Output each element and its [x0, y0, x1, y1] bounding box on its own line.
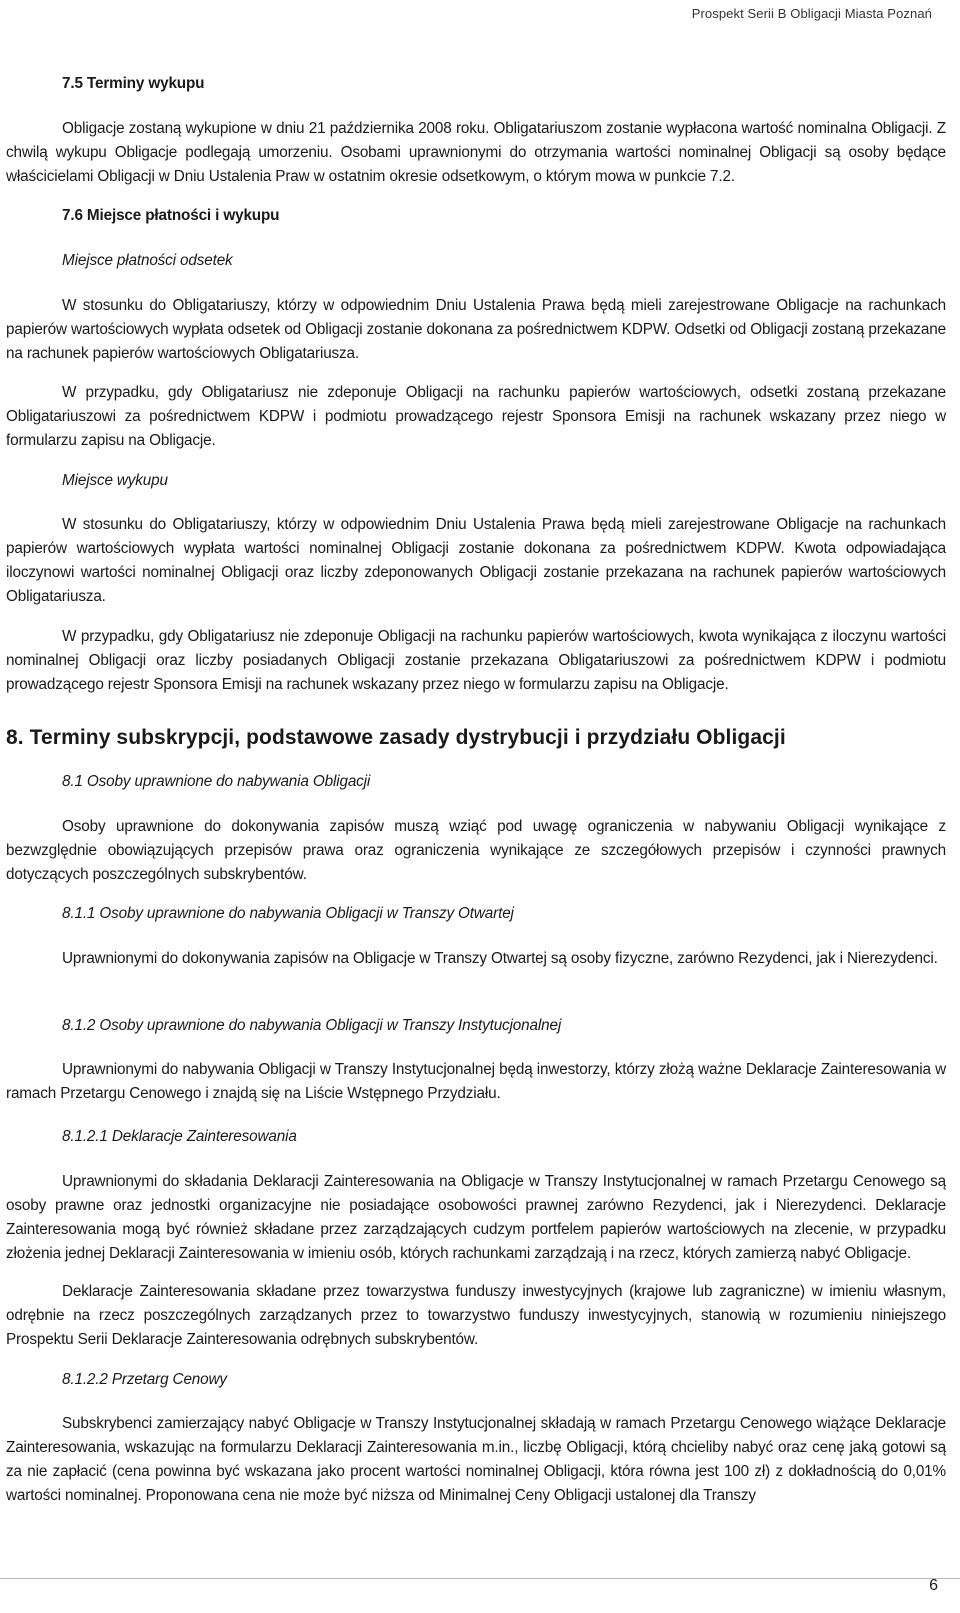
redemption-paragraph-1: W stosunku do Obligatariuszy, którzy w odpowiednim Dniu Ustalenia Prawa będą mieli zarejestrowane Obligacje na rachunkach papierów wartościowych wypłata wartości nominalnej Obligacji zostanie dokonana za pośrednictwem KDPW. Kwota odpowiadająca iloczynowi wartości nominalnej Obligacji oraz liczby zdeponowanych Obligacji zostanie przekazana na rachunek papierów wartościowych Obligatariusza.: [6, 516, 946, 605]
running-header: Prospekt Serii B Obligacji Miasta Poznań: [691, 6, 932, 21]
redemption-paragraph-2: W przypadku, gdy Obligatariusz nie zdeponuje Obligacji na rachunku papierów wartościowych, kwota wynikająca z iloczynu wartości nominalnej Obligacji oraz liczby posiadanych Obligacji zostanie przekazana Obligatariuszowi za pośrednictwem KDPW i podmiotu prowadzącego rejestr Sponsora Emisji na rachunek wskazany przez niego w formularzu zapisu na Obligacje.: [6, 628, 946, 693]
section-8-1-paragraph: Osoby uprawnione do dokonywania zapisów muszą wziąć pod uwagę ograniczenia w nabywaniu Obligacji wynikające z bezwzględnie obowiązujących przepisów prawa oraz ograniczenia wynikające ze szczegółowych przepisów i czynności prawnych dotyczących poszczególnych subskrybentów.: [6, 818, 946, 883]
section-8-heading: 8. Terminy subskrypcji, podstawowe zasady dystrybucji i przydziału Obligacji: [6, 726, 786, 749]
payment-paragraph-2: W przypadku, gdy Obligatariusz nie zdeponuje Obligacji na rachunku papierów wartościowych, odsetki zostaną przekazane Obligatariuszowi za pośrednictwem KDPW i podmiotu prowadzącego rejestr Sponsora Emisji na rachunek wskazany przez niego w formularzu zapisu na Obligacje.: [6, 384, 946, 449]
section-8-1-2-1-heading: 8.1.2.1 Deklaracje Zainteresowania: [62, 1128, 297, 1145]
section-8-1-2-heading: 8.1.2 Osoby uprawnione do nabywania Obligacji w Transzy Instytucjonalnej: [62, 1017, 562, 1034]
page-number: 6: [929, 1577, 938, 1594]
footer-divider: [0, 1578, 960, 1579]
subsection-redemption-heading: Miejsce wykupu: [62, 472, 168, 489]
section-8-1-2-paragraph: Uprawnionymi do nabywania Obligacji w Transzy Instytucjonalnej będą inwestorzy, którzy złożą ważne Deklaracje Zainteresowania w ramach Przetargu Cenowego i znajdą się na Liście Wstępnego Przydziału.: [6, 1061, 946, 1102]
payment-paragraph-1: W stosunku do Obligatariuszy, którzy w odpowiednim Dniu Ustalenia Prawa będą mieli zarejestrowane Obligacje na rachunkach papierów wartościowych wypłata odsetek od Obligacji zostanie dokonana za pośrednictwem KDPW. Odsetki od Obligacji zostaną przekazane na rachunek papierów wartościowych Obligatariusza.: [6, 297, 946, 362]
section-8-1-2-1-paragraph-2: Deklaracje Zainteresowania składane przez towarzystwa funduszy inwestycyjnych (krajowe lub zagraniczne) w imieniu własnym, odrębnie na rzecz poszczególnych zarządzanych przez to towarzystwo funduszy inwestycyjnych, stanowią w rozumieniu niniejszego Prospektu Serii Deklaracje Zainteresowania odrębnych subskrybentów.: [6, 1283, 946, 1348]
section-7-6-heading: 7.6 Miejsce płatności i wykupu: [62, 207, 280, 224]
section-8-1-2-2-heading: 8.1.2.2 Przetarg Cenowy: [62, 1371, 227, 1388]
section-7-5-paragraph: Obligacje zostaną wykupione w dniu 21 października 2008 roku. Obligatariuszom zostanie wypłacona wartość nominalna Obligacji. Z chwilą wykupu Obligacje podlegają umorzeniu. Osobami uprawnionymi do otrzymania wartości nominalnej Obligacji są osoby będące właścicielami Obligacji w Dniu Ustalenia Praw w ostatnim okresie odsetkowym, o którym mowa w punkcie 7.2.: [6, 120, 946, 185]
section-8-1-1-paragraph: Uprawnionymi do dokonywania zapisów na Obligacje w Transzy Otwartej są osoby fizyczne, zarówno Rezydenci, jak i Nierezydenci.: [62, 950, 938, 967]
section-8-1-2-2-paragraph: Subskrybenci zamierzający nabyć Obligacje w Transzy Instytucjonalnej składają w ramach Przetargu Cenowego wiążące Deklaracje Zainteresowania, wskazując na formularzu Deklaracji Zainteresowania m.in., liczbę Obligacji, którą chcieliby nabyć oraz cenę jaką gotowi są za nie zapłacić (cena powinna być wskazana jako procent wartości nominalnej Obligacji, która równa jest 100 zł) z dokładnością do 0,01% wartości nominalnej. Proponowana cena nie może być niższa od Minimalnej Ceny Obligacji ustalonej dla Transzy: [6, 1415, 946, 1504]
subsection-payment-heading: Miejsce płatności odsetek: [62, 252, 233, 269]
section-7-5-heading: 7.5 Terminy wykupu: [62, 75, 205, 92]
section-8-1-2-1-paragraph-1: Uprawnionymi do składania Deklaracji Zainteresowania na Obligacje w Transzy Instytucjonalnej w ramach Przetargu Cenowego są osoby prawne oraz jednostki organizacyjne nie posiadające osobowości prawnej zarówno Rezydenci, jak i Nierezydenci. Deklaracje Zainteresowania mogą być również składane przez zarządzających cudzym portfelem papierów wartościowych na zlecenie, w przypadku złożenia jednej Deklaracji Zainteresowania w imieniu osób, których rachunkami zarządzają i na rzecz, których zamierzą nabyć Obligacje.: [6, 1173, 946, 1262]
section-8-1-1-heading: 8.1.1 Osoby uprawnione do nabywania Obligacji w Transzy Otwartej: [62, 905, 514, 922]
section-8-1-heading: 8.1 Osoby uprawnione do nabywania Obligacji: [62, 773, 371, 790]
